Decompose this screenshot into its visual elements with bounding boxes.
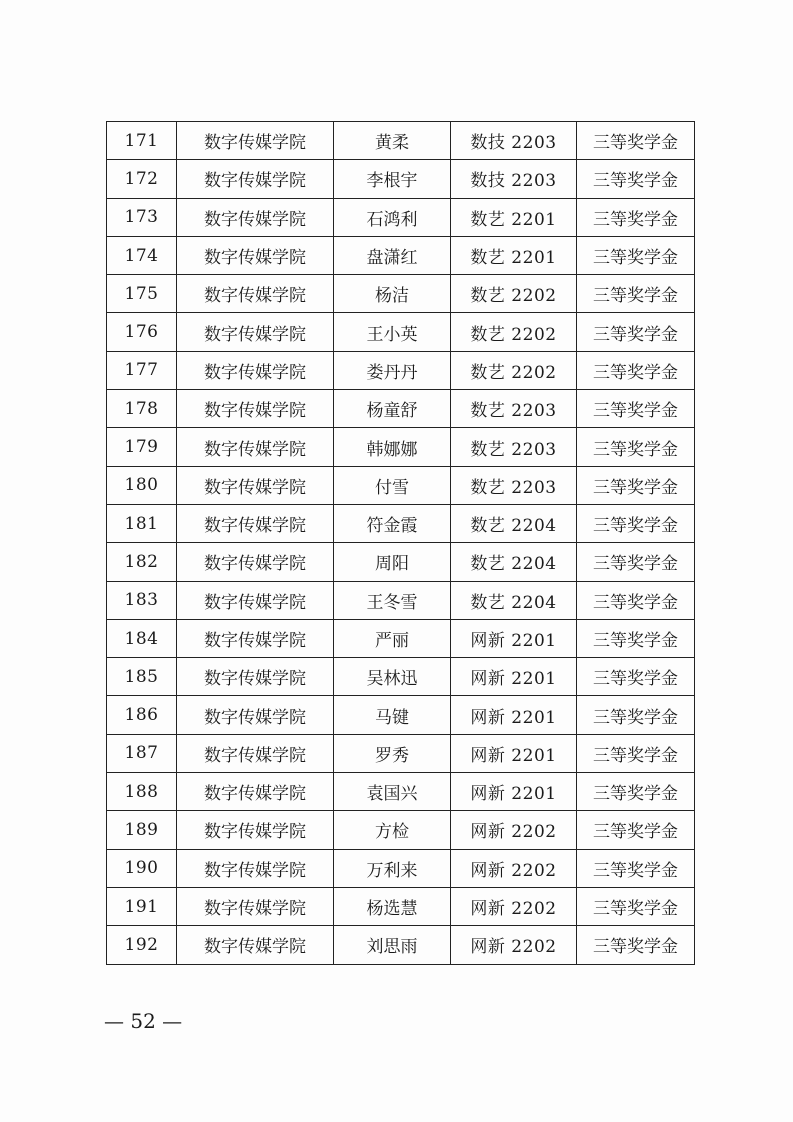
college-cell: 数字传媒学院 [177,658,334,696]
college-cell: 数字传媒学院 [177,390,334,428]
award-cell: 三等奖学金 [577,236,695,274]
award-cell: 三等奖学金 [577,849,695,887]
class-cell: 网新 2201 [451,619,577,657]
college-cell: 数字传媒学院 [177,887,334,925]
award-cell: 三等奖学金 [577,887,695,925]
student-name-cell: 罗秀 [334,734,451,772]
college-cell: 数字传媒学院 [177,581,334,619]
table-row [107,390,695,428]
table-row [107,504,695,542]
student-name-cell: 娄丹丹 [334,351,451,389]
class-cell: 数艺 2201 [451,198,577,236]
award-cell: 三等奖学金 [577,275,695,313]
table-row [107,236,695,274]
award-cell: 三等奖学金 [577,581,695,619]
college-cell: 数字传媒学院 [177,543,334,581]
row-number-cell: 188 [107,773,177,811]
college-cell: 数字传媒学院 [177,773,334,811]
student-name-cell: 王小英 [334,313,451,351]
class-cell: 网新 2202 [451,926,577,964]
table-row [107,351,695,389]
college-cell: 数字传媒学院 [177,236,334,274]
row-number-cell: 185 [107,658,177,696]
college-cell: 数字传媒学院 [177,160,334,198]
award-cell: 三等奖学金 [577,658,695,696]
row-number-cell: 174 [107,236,177,274]
student-name-cell: 方检 [334,811,451,849]
student-name-cell: 石鸿利 [334,198,451,236]
student-name-cell: 刘思雨 [334,926,451,964]
award-cell: 三等奖学金 [577,926,695,964]
row-number-cell: 175 [107,275,177,313]
scholarship-table [106,121,695,965]
table-row [107,543,695,581]
row-number-cell: 190 [107,849,177,887]
class-cell: 网新 2202 [451,887,577,925]
class-cell: 网新 2201 [451,696,577,734]
student-name-cell: 吴林迅 [334,658,451,696]
row-number-cell: 177 [107,351,177,389]
class-cell: 数艺 2203 [451,390,577,428]
row-number-cell: 171 [107,122,177,160]
award-cell: 三等奖学金 [577,351,695,389]
row-number-cell: 179 [107,428,177,466]
row-number-cell: 187 [107,734,177,772]
table-row [107,811,695,849]
student-name-cell: 周阳 [334,543,451,581]
table-row [107,198,695,236]
row-number-cell: 191 [107,887,177,925]
table-row [107,466,695,504]
row-number-cell: 192 [107,926,177,964]
award-cell: 三等奖学金 [577,811,695,849]
award-cell: 三等奖学金 [577,543,695,581]
class-cell: 网新 2202 [451,811,577,849]
row-number-cell: 182 [107,543,177,581]
college-cell: 数字传媒学院 [177,198,334,236]
college-cell: 数字传媒学院 [177,734,334,772]
award-cell: 三等奖学金 [577,619,695,657]
class-cell: 网新 2201 [451,773,577,811]
student-name-cell: 严丽 [334,619,451,657]
college-cell: 数字传媒学院 [177,275,334,313]
row-number-cell: 180 [107,466,177,504]
student-name-cell: 袁国兴 [334,773,451,811]
class-cell: 数技 2203 [451,122,577,160]
table-row [107,849,695,887]
row-number-cell: 181 [107,504,177,542]
college-cell: 数字传媒学院 [177,504,334,542]
student-name-cell: 杨童舒 [334,390,451,428]
college-cell: 数字传媒学院 [177,696,334,734]
award-cell: 三等奖学金 [577,198,695,236]
row-number-cell: 183 [107,581,177,619]
student-name-cell: 李根宇 [334,160,451,198]
class-cell: 数艺 2202 [451,313,577,351]
college-cell: 数字传媒学院 [177,313,334,351]
college-cell: 数字传媒学院 [177,122,334,160]
class-cell: 数艺 2203 [451,466,577,504]
table-row [107,887,695,925]
class-cell: 数艺 2201 [451,236,577,274]
class-cell: 数艺 2204 [451,581,577,619]
class-cell: 数艺 2204 [451,543,577,581]
college-cell: 数字传媒学院 [177,466,334,504]
table-row [107,926,695,964]
student-name-cell: 韩娜娜 [334,428,451,466]
table-row [107,734,695,772]
table-row [107,773,695,811]
college-cell: 数字传媒学院 [177,619,334,657]
student-name-cell: 付雪 [334,466,451,504]
award-cell: 三等奖学金 [577,390,695,428]
award-cell: 三等奖学金 [577,313,695,351]
table-row [107,658,695,696]
student-name-cell: 王冬雪 [334,581,451,619]
row-number-cell: 184 [107,619,177,657]
row-number-cell: 186 [107,696,177,734]
class-cell: 数技 2203 [451,160,577,198]
award-cell: 三等奖学金 [577,734,695,772]
award-cell: 三等奖学金 [577,428,695,466]
college-cell: 数字传媒学院 [177,351,334,389]
class-cell: 数艺 2202 [451,275,577,313]
table-row [107,581,695,619]
row-number-cell: 176 [107,313,177,351]
class-cell: 数艺 2202 [451,351,577,389]
class-cell: 网新 2202 [451,849,577,887]
award-cell: 三等奖学金 [577,773,695,811]
table-row [107,313,695,351]
table-row [107,619,695,657]
student-name-cell: 万利来 [334,849,451,887]
table-row [107,275,695,313]
student-name-cell: 符金霞 [334,504,451,542]
row-number-cell: 178 [107,390,177,428]
row-number-cell: 172 [107,160,177,198]
class-cell: 数艺 2203 [451,428,577,466]
table-row [107,696,695,734]
student-name-cell: 杨洁 [334,275,451,313]
college-cell: 数字传媒学院 [177,849,334,887]
award-cell: 三等奖学金 [577,122,695,160]
student-name-cell: 黄柔 [334,122,451,160]
class-cell: 数艺 2204 [451,504,577,542]
table-row [107,122,695,160]
row-number-cell: 189 [107,811,177,849]
row-number-cell: 173 [107,198,177,236]
award-cell: 三等奖学金 [577,466,695,504]
college-cell: 数字传媒学院 [177,926,334,964]
award-cell: 三等奖学金 [577,696,695,734]
page-number: — 52 — [104,1009,183,1033]
college-cell: 数字传媒学院 [177,428,334,466]
class-cell: 网新 2201 [451,658,577,696]
student-name-cell: 马键 [334,696,451,734]
student-name-cell: 盘潇红 [334,236,451,274]
table-row [107,160,695,198]
award-cell: 三等奖学金 [577,504,695,542]
class-cell: 网新 2201 [451,734,577,772]
table-row [107,428,695,466]
student-name-cell: 杨选慧 [334,887,451,925]
award-cell: 三等奖学金 [577,160,695,198]
college-cell: 数字传媒学院 [177,811,334,849]
table-body [107,122,695,965]
